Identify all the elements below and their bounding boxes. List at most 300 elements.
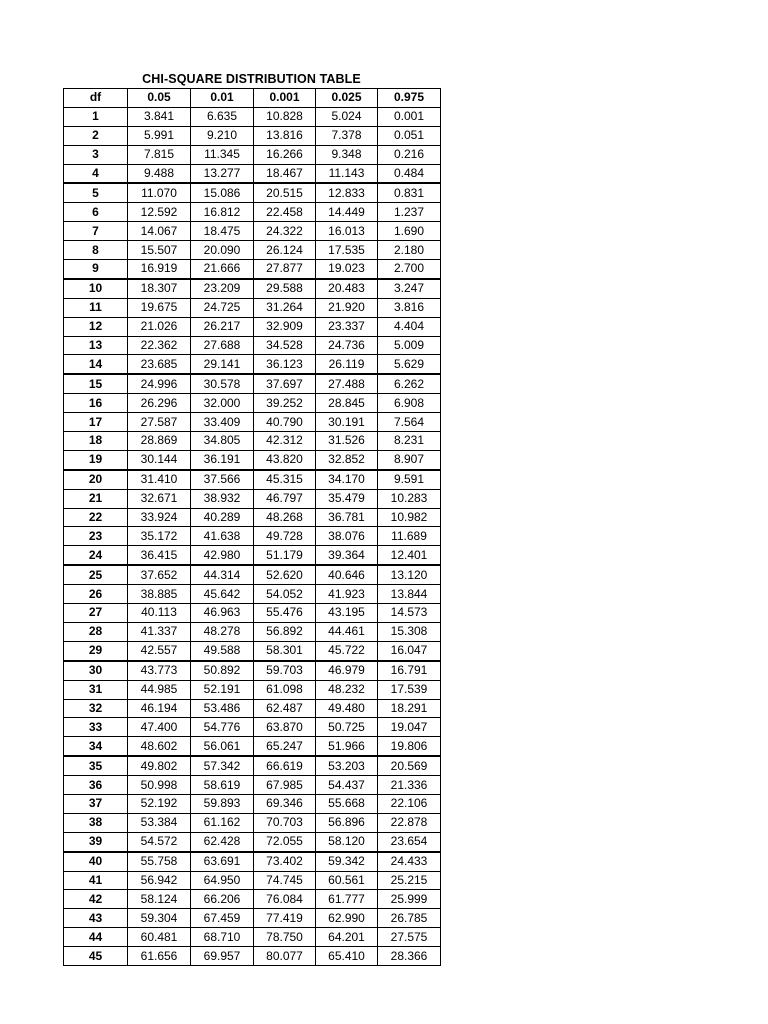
value-cell-p-0-975: 6.908 [378,394,441,413]
value-cell-p-0-001: 52.620 [254,565,316,584]
value-cell-p-0-001: 49.728 [254,527,316,546]
value-cell-p-0-025: 49.480 [316,699,378,718]
value-cell-p-0-01: 23.209 [191,279,254,298]
value-cell-p-0-01: 49.588 [191,641,254,660]
value-cell-p-0-001: 63.870 [254,718,316,737]
value-cell-p-0-001: 55.476 [254,604,316,623]
df-cell: 3 [64,145,128,164]
value-cell-p-0-975: 2.700 [378,260,441,279]
value-cell-p-0-025: 43.195 [316,604,378,623]
value-cell-p-0-025: 53.203 [316,756,378,775]
value-cell-p-0-025: 62.990 [316,909,378,928]
table-row [64,203,441,222]
value-cell-p-0-01: 66.206 [191,890,254,909]
value-cell-p-0-05: 15.507 [128,241,191,260]
df-cell: 39 [64,832,128,851]
df-cell: 6 [64,203,128,222]
value-cell-p-0-01: 69.957 [191,947,254,966]
value-cell-p-0-001: 40.790 [254,413,316,432]
df-cell: 19 [64,450,128,469]
value-cell-p-0-001: 39.252 [254,394,316,413]
value-cell-p-0-025: 58.120 [316,832,378,851]
df-cell: 36 [64,776,128,795]
value-cell-p-0-025: 55.668 [316,794,378,813]
df-cell: 45 [64,947,128,966]
value-cell-p-0-01: 40.289 [191,508,254,527]
value-cell-p-0-01: 11.345 [191,145,254,164]
value-cell-p-0-05: 35.172 [128,527,191,546]
df-cell: 42 [64,890,128,909]
value-cell-p-0-001: 72.055 [254,832,316,851]
value-cell-p-0-025: 59.342 [316,852,378,871]
value-cell-p-0-001: 13.816 [254,126,316,145]
value-cell-p-0-975: 25.215 [378,871,441,890]
value-cell-p-0-05: 59.304 [128,909,191,928]
value-cell-p-0-025: 38.076 [316,527,378,546]
value-cell-p-0-001: 45.315 [254,470,316,489]
value-cell-p-0-975: 23.654 [378,832,441,851]
value-cell-p-0-01: 26.217 [191,317,254,336]
value-cell-p-0-05: 58.124 [128,890,191,909]
value-cell-p-0-001: 73.402 [254,852,316,871]
value-cell-p-0-01: 15.086 [191,183,254,202]
value-cell-p-0-01: 29.141 [191,355,254,374]
value-cell-p-0-05: 11.070 [128,183,191,202]
value-cell-p-0-01: 58.619 [191,776,254,795]
df-cell: 44 [64,928,128,947]
table-row [64,585,441,604]
value-cell-p-0-975: 0.051 [378,126,441,145]
value-cell-p-0-05: 23.685 [128,355,191,374]
value-cell-p-0-975: 7.564 [378,413,441,432]
df-cell: 41 [64,871,128,890]
table-row [64,355,441,374]
value-cell-p-0-001: 62.487 [254,699,316,718]
column-header-df: df [64,89,128,108]
df-cell: 11 [64,298,128,317]
value-cell-p-0-05: 42.557 [128,641,191,660]
value-cell-p-0-001: 24.322 [254,222,316,241]
value-cell-p-0-05: 60.481 [128,928,191,947]
df-cell: 5 [64,183,128,202]
table-row [64,565,441,584]
column-header-p-0-05: 0.05 [128,89,191,108]
value-cell-p-0-001: 80.077 [254,947,316,966]
value-cell-p-0-05: 28.869 [128,432,191,451]
value-cell-p-0-05: 33.924 [128,508,191,527]
value-cell-p-0-05: 56.942 [128,871,191,890]
df-cell: 2 [64,126,128,145]
value-cell-p-0-025: 24.736 [316,336,378,355]
value-cell-p-0-975: 15.308 [378,622,441,641]
value-cell-p-0-975: 8.907 [378,450,441,469]
value-cell-p-0-025: 45.722 [316,641,378,660]
value-cell-p-0-025: 54.437 [316,776,378,795]
value-cell-p-0-975: 13.844 [378,585,441,604]
table-row [64,737,441,756]
table-row [64,947,441,966]
table-row [64,890,441,909]
value-cell-p-0-025: 64.201 [316,928,378,947]
value-cell-p-0-025: 31.526 [316,432,378,451]
value-cell-p-0-025: 34.170 [316,470,378,489]
table-row [64,298,441,317]
value-cell-p-0-975: 20.569 [378,756,441,775]
value-cell-p-0-05: 24.996 [128,374,191,393]
value-cell-p-0-05: 53.384 [128,813,191,832]
value-cell-p-0-975: 10.283 [378,489,441,508]
df-cell: 16 [64,394,128,413]
value-cell-p-0-001: 48.268 [254,508,316,527]
value-cell-p-0-01: 37.566 [191,470,254,489]
value-cell-p-0-01: 33.409 [191,413,254,432]
value-cell-p-0-05: 61.656 [128,947,191,966]
value-cell-p-0-975: 10.982 [378,508,441,527]
value-cell-p-0-05: 47.400 [128,718,191,737]
value-cell-p-0-025: 51.966 [316,737,378,756]
table-row [64,508,441,527]
df-cell: 24 [64,546,128,565]
df-cell: 7 [64,222,128,241]
value-cell-p-0-001: 56.892 [254,622,316,641]
value-cell-p-0-025: 26.119 [316,355,378,374]
value-cell-p-0-975: 1.690 [378,222,441,241]
df-cell: 38 [64,813,128,832]
value-cell-p-0-001: 61.098 [254,680,316,699]
page-title: CHI-SQUARE DISTRIBUTION TABLE [142,72,361,86]
value-cell-p-0-001: 29.588 [254,279,316,298]
value-cell-p-0-025: 14.449 [316,203,378,222]
value-cell-p-0-001: 43.820 [254,450,316,469]
table-row [64,527,441,546]
value-cell-p-0-025: 5.024 [316,107,378,126]
table-row [64,260,441,279]
value-cell-p-0-05: 32.671 [128,489,191,508]
column-header-p-0-975: 0.975 [378,89,441,108]
value-cell-p-0-975: 3.816 [378,298,441,317]
value-cell-p-0-01: 36.191 [191,450,254,469]
value-cell-p-0-975: 9.591 [378,470,441,489]
value-cell-p-0-975: 11.689 [378,527,441,546]
value-cell-p-0-001: 16.266 [254,145,316,164]
df-cell: 40 [64,852,128,871]
value-cell-p-0-01: 13.277 [191,164,254,183]
value-cell-p-0-05: 41.337 [128,622,191,641]
value-cell-p-0-05: 44.985 [128,680,191,699]
value-cell-p-0-01: 18.475 [191,222,254,241]
table-row [64,813,441,832]
df-cell: 31 [64,680,128,699]
value-cell-p-0-05: 31.410 [128,470,191,489]
table-row [64,489,441,508]
table-row [64,374,441,393]
value-cell-p-0-001: 77.419 [254,909,316,928]
value-cell-p-0-025: 40.646 [316,565,378,584]
value-cell-p-0-975: 21.336 [378,776,441,795]
table-row [64,413,441,432]
header-row [64,89,441,108]
df-cell: 22 [64,508,128,527]
value-cell-p-0-05: 43.773 [128,661,191,680]
table-row [64,336,441,355]
df-cell: 43 [64,909,128,928]
table-row [64,776,441,795]
value-cell-p-0-01: 45.642 [191,585,254,604]
table-row [64,432,441,451]
value-cell-p-0-001: 76.084 [254,890,316,909]
value-cell-p-0-001: 32.909 [254,317,316,336]
value-cell-p-0-975: 28.366 [378,947,441,966]
value-cell-p-0-05: 36.415 [128,546,191,565]
table-row [64,909,441,928]
value-cell-p-0-001: 34.528 [254,336,316,355]
value-cell-p-0-025: 41.923 [316,585,378,604]
table-row [64,394,441,413]
value-cell-p-0-025: 19.023 [316,260,378,279]
df-cell: 34 [64,737,128,756]
value-cell-p-0-025: 28.845 [316,394,378,413]
value-cell-p-0-05: 22.362 [128,336,191,355]
value-cell-p-0-975: 24.433 [378,852,441,871]
value-cell-p-0-025: 16.013 [316,222,378,241]
value-cell-p-0-001: 67.985 [254,776,316,795]
df-cell: 12 [64,317,128,336]
value-cell-p-0-025: 32.852 [316,450,378,469]
value-cell-p-0-01: 32.000 [191,394,254,413]
value-cell-p-0-025: 20.483 [316,279,378,298]
value-cell-p-0-01: 61.162 [191,813,254,832]
value-cell-p-0-975: 14.573 [378,604,441,623]
value-cell-p-0-975: 27.575 [378,928,441,947]
value-cell-p-0-975: 0.831 [378,183,441,202]
value-cell-p-0-01: 38.932 [191,489,254,508]
value-cell-p-0-975: 0.484 [378,164,441,183]
value-cell-p-0-01: 46.963 [191,604,254,623]
value-cell-p-0-001: 31.264 [254,298,316,317]
value-cell-p-0-05: 7.815 [128,145,191,164]
value-cell-p-0-05: 18.307 [128,279,191,298]
value-cell-p-0-01: 9.210 [191,126,254,145]
value-cell-p-0-05: 40.113 [128,604,191,623]
value-cell-p-0-01: 48.278 [191,622,254,641]
table-row [64,699,441,718]
value-cell-p-0-001: 66.619 [254,756,316,775]
value-cell-p-0-001: 58.301 [254,641,316,660]
value-cell-p-0-001: 74.745 [254,871,316,890]
value-cell-p-0-975: 16.047 [378,641,441,660]
value-cell-p-0-025: 50.725 [316,718,378,737]
value-cell-p-0-975: 4.404 [378,317,441,336]
value-cell-p-0-975: 5.629 [378,355,441,374]
value-cell-p-0-975: 25.999 [378,890,441,909]
value-cell-p-0-001: 26.124 [254,241,316,260]
value-cell-p-0-975: 0.001 [378,107,441,126]
df-cell: 14 [64,355,128,374]
df-cell: 21 [64,489,128,508]
value-cell-p-0-025: 21.920 [316,298,378,317]
df-cell: 9 [64,260,128,279]
value-cell-p-0-001: 37.697 [254,374,316,393]
value-cell-p-0-05: 14.067 [128,222,191,241]
table-row [64,852,441,871]
value-cell-p-0-05: 12.592 [128,203,191,222]
value-cell-p-0-01: 24.725 [191,298,254,317]
table-row [64,604,441,623]
df-cell: 18 [64,432,128,451]
value-cell-p-0-05: 19.675 [128,298,191,317]
table-body [64,107,441,965]
value-cell-p-0-975: 0.216 [378,145,441,164]
df-cell: 25 [64,565,128,584]
value-cell-p-0-05: 55.758 [128,852,191,871]
value-cell-p-0-01: 67.459 [191,909,254,928]
value-cell-p-0-05: 5.991 [128,126,191,145]
value-cell-p-0-975: 26.785 [378,909,441,928]
value-cell-p-0-025: 11.143 [316,164,378,183]
value-cell-p-0-001: 20.515 [254,183,316,202]
df-cell: 28 [64,622,128,641]
value-cell-p-0-05: 46.194 [128,699,191,718]
value-cell-p-0-05: 9.488 [128,164,191,183]
table-row [64,222,441,241]
table-row [64,126,441,145]
value-cell-p-0-025: 35.479 [316,489,378,508]
value-cell-p-0-975: 19.806 [378,737,441,756]
value-cell-p-0-001: 18.467 [254,164,316,183]
df-cell: 35 [64,756,128,775]
value-cell-p-0-01: 57.342 [191,756,254,775]
table-row [64,450,441,469]
value-cell-p-0-01: 53.486 [191,699,254,718]
value-cell-p-0-025: 23.337 [316,317,378,336]
df-cell: 23 [64,527,128,546]
value-cell-p-0-975: 13.120 [378,565,441,584]
value-cell-p-0-001: 69.346 [254,794,316,813]
df-cell: 10 [64,279,128,298]
value-cell-p-0-975: 8.231 [378,432,441,451]
value-cell-p-0-05: 38.885 [128,585,191,604]
value-cell-p-0-025: 7.378 [316,126,378,145]
value-cell-p-0-025: 65.410 [316,947,378,966]
df-cell: 4 [64,164,128,183]
table-row [64,871,441,890]
value-cell-p-0-001: 27.877 [254,260,316,279]
value-cell-p-0-01: 20.090 [191,241,254,260]
value-cell-p-0-001: 54.052 [254,585,316,604]
chi-square-table [63,88,441,966]
value-cell-p-0-025: 56.896 [316,813,378,832]
table-row [64,317,441,336]
value-cell-p-0-001: 46.797 [254,489,316,508]
value-cell-p-0-05: 27.587 [128,413,191,432]
value-cell-p-0-01: 59.893 [191,794,254,813]
value-cell-p-0-05: 50.998 [128,776,191,795]
table-row [64,680,441,699]
value-cell-p-0-975: 1.237 [378,203,441,222]
value-cell-p-0-025: 36.781 [316,508,378,527]
value-cell-p-0-975: 3.247 [378,279,441,298]
value-cell-p-0-001: 36.123 [254,355,316,374]
table-row [64,794,441,813]
df-cell: 1 [64,107,128,126]
value-cell-p-0-025: 27.488 [316,374,378,393]
value-cell-p-0-025: 12.833 [316,183,378,202]
value-cell-p-0-01: 42.980 [191,546,254,565]
value-cell-p-0-975: 16.791 [378,661,441,680]
df-cell: 8 [64,241,128,260]
table-row [64,241,441,260]
table-row [64,470,441,489]
value-cell-p-0-01: 41.638 [191,527,254,546]
df-cell: 20 [64,470,128,489]
df-cell: 13 [64,336,128,355]
table-header [64,89,441,108]
table-row [64,145,441,164]
df-cell: 27 [64,604,128,623]
value-cell-p-0-01: 63.691 [191,852,254,871]
value-cell-p-0-05: 26.296 [128,394,191,413]
table-row [64,832,441,851]
value-cell-p-0-05: 21.026 [128,317,191,336]
value-cell-p-0-001: 65.247 [254,737,316,756]
df-cell: 32 [64,699,128,718]
df-cell: 37 [64,794,128,813]
value-cell-p-0-025: 44.461 [316,622,378,641]
value-cell-p-0-01: 52.191 [191,680,254,699]
value-cell-p-0-01: 30.578 [191,374,254,393]
value-cell-p-0-05: 54.572 [128,832,191,851]
table-row [64,183,441,202]
df-cell: 15 [64,374,128,393]
value-cell-p-0-01: 62.428 [191,832,254,851]
table-row [64,756,441,775]
table-row [64,164,441,183]
table-row [64,718,441,737]
value-cell-p-0-025: 9.348 [316,145,378,164]
value-cell-p-0-025: 30.191 [316,413,378,432]
value-cell-p-0-975: 22.878 [378,813,441,832]
value-cell-p-0-975: 22.106 [378,794,441,813]
value-cell-p-0-05: 16.919 [128,260,191,279]
value-cell-p-0-025: 48.232 [316,680,378,699]
value-cell-p-0-01: 27.688 [191,336,254,355]
value-cell-p-0-01: 68.710 [191,928,254,947]
df-cell: 30 [64,661,128,680]
value-cell-p-0-001: 10.828 [254,107,316,126]
column-header-p-0-01: 0.01 [191,89,254,108]
value-cell-p-0-001: 59.703 [254,661,316,680]
value-cell-p-0-001: 51.179 [254,546,316,565]
value-cell-p-0-025: 60.561 [316,871,378,890]
value-cell-p-0-025: 39.364 [316,546,378,565]
value-cell-p-0-01: 21.666 [191,260,254,279]
value-cell-p-0-01: 16.812 [191,203,254,222]
table-row [64,279,441,298]
value-cell-p-0-975: 6.262 [378,374,441,393]
value-cell-p-0-975: 18.291 [378,699,441,718]
value-cell-p-0-975: 5.009 [378,336,441,355]
value-cell-p-0-975: 19.047 [378,718,441,737]
value-cell-p-0-025: 46.979 [316,661,378,680]
value-cell-p-0-975: 17.539 [378,680,441,699]
value-cell-p-0-05: 37.652 [128,565,191,584]
df-cell: 26 [64,585,128,604]
table-row [64,546,441,565]
value-cell-p-0-025: 17.535 [316,241,378,260]
value-cell-p-0-01: 44.314 [191,565,254,584]
value-cell-p-0-05: 3.841 [128,107,191,126]
value-cell-p-0-01: 50.892 [191,661,254,680]
